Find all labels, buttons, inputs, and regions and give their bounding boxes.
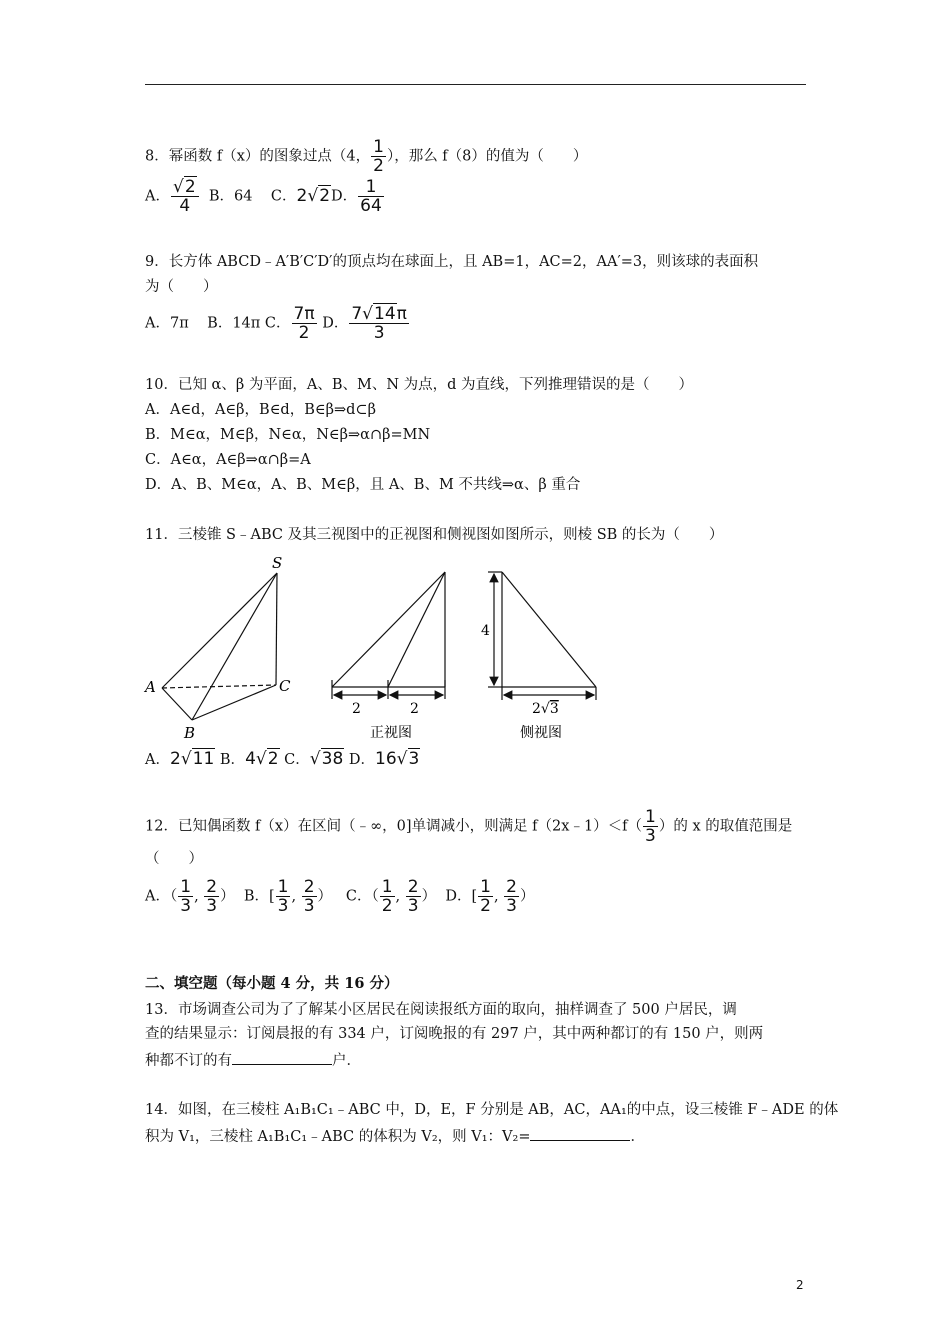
front-view-drawing xyxy=(332,572,445,699)
option-a-radical: 2√11 xyxy=(169,749,215,769)
option-b-radical: 4√2 xyxy=(245,749,279,769)
question-8-stem: 8．幂函数 f（x）的图象过点（4， $\frac{1}{2}$ ），那么 f（8）的值为（ ） xyxy=(145,137,588,176)
question-10-option-d: D．A、B、M∈α，A、B、M∈β，且 A、B、M 不共线⇒α、β 重合 xyxy=(145,477,581,493)
label-b: B xyxy=(184,724,196,742)
header-rule xyxy=(145,84,806,85)
three-view-figure xyxy=(140,555,610,745)
side-height-label: 4 xyxy=(481,623,490,639)
option-c-fraction: $\frac{7\pi}{2}$ xyxy=(293,304,315,343)
option-c-radical: 2√2 xyxy=(296,185,331,206)
page-number: 2 xyxy=(796,1278,804,1292)
front-dim-2: 2 xyxy=(410,701,419,717)
question-11-options: A．2√11 B．4√2 C．√38 D．16√3 xyxy=(145,749,420,769)
front-view-caption: 正视图 xyxy=(370,725,412,741)
pyramid-drawing xyxy=(162,573,277,720)
question-12-stem: 12．已知偶函数 f（x）在区间（﹣∞，0]单调减小，则满足 f（2x﹣1）＜f（ $\frac{1}{3}$ ）的 x 的取值范围是 xyxy=(145,807,793,846)
question-8-options: A． $\frac{√2}{4}$ B．64 C．2√2D． $\frac{1}{64}$ xyxy=(145,177,382,216)
question-9-stem-line1: 9．长方体 ABCD﹣A′B′C′D′的顶点均在球面上，且 AB=1，AC=2，AA′=3，则该球的表面积 xyxy=(145,254,759,270)
label-s: S xyxy=(272,555,283,572)
question-9-stem-line2: 为（ ） xyxy=(145,279,218,295)
answer-blank[interactable] xyxy=(530,1126,630,1141)
option-d-fraction: $\frac{1}{64}$ xyxy=(360,177,382,216)
fraction: $\frac{1}{3}$ xyxy=(645,807,656,846)
question-9-options: A．7π B．14π C． $\frac{7\pi}{2}$ D． $\frac{7√14\pi}{3}$ xyxy=(145,304,407,343)
question-14-line1: 14．如图，在三棱柱 A₁B₁C₁﹣ABC 中，D，E，F 分别是 AB，AC，AA₁的中点，设三棱锥 F﹣ADE 的体 xyxy=(145,1102,839,1118)
fraction: $\frac{1}{2}$ xyxy=(373,137,384,176)
question-12-options: A．（ $\frac{1}{3}$ , $\frac{2}{3}$ ） B．[ $\frac{1}{3}$ , $\frac{2}{3}$ ） C．（ $\frac{1}{2}$ , $\frac{2}{3}$ ） D．[ $\frac{1}{2}$ , $\frac{2}{3}$ ） xyxy=(145,877,535,916)
question-12-stem-line2: （ ） xyxy=(145,851,203,867)
option-d-fraction: $\frac{7√14\pi}{3}$ xyxy=(351,304,407,343)
side-width-label: 2√3 xyxy=(532,701,559,717)
label-c: C xyxy=(279,677,291,695)
question-13-line2: 查的结果显示：订阅晨报的有 334 户，订阅晚报的有 297 户，其中两种都订的有 150 户，则两 xyxy=(145,1026,764,1042)
question-14-line2: 积为 V₁，三棱柱 A₁B₁C₁﹣ABC 的体积为 V₂，则 V₁：V₂= ． xyxy=(145,1126,645,1146)
option-c-radical: √38 xyxy=(309,749,344,769)
side-view-caption: 侧视图 xyxy=(520,725,562,741)
front-dim-1: 2 xyxy=(352,701,361,717)
answer-blank[interactable] xyxy=(232,1050,332,1065)
question-13-line1: 13．市场调查公司为了了解某小区居民在阅读报纸方面的取向，抽样调查了 500 户居民，调 xyxy=(145,1002,737,1018)
question-11-stem: 11．三棱锥 S﹣ABC 及其三视图中的正视图和侧视图如图所示，则棱 SB 的长为（ ） xyxy=(145,527,724,543)
question-13-line3: 种都不订的有 户． xyxy=(145,1050,361,1070)
section-heading: 二、填空题（每小题 4 分，共 16 分） xyxy=(145,975,399,992)
question-10-option-c: C．A∈α，A∈β⇒α∩β=A xyxy=(145,452,311,468)
question-10-option-a: A．A∈d，A∈β，B∈d，B∈β⇒d⊂β xyxy=(145,402,376,418)
question-10-stem: 10．已知 α、β 为平面，A、B、M、N 为点，d 为直线，下列推理错误的是（ ） xyxy=(145,377,694,393)
option-d-radical: 16√3 xyxy=(375,749,420,769)
side-view-drawing xyxy=(488,572,596,700)
question-10-option-b: B．M∈α，M∈β，N∈α，N∈β⇒α∩β=MN xyxy=(145,427,431,443)
option-a-fraction: $\frac{√2}{4}$ xyxy=(171,178,199,215)
label-a: A xyxy=(145,678,156,696)
